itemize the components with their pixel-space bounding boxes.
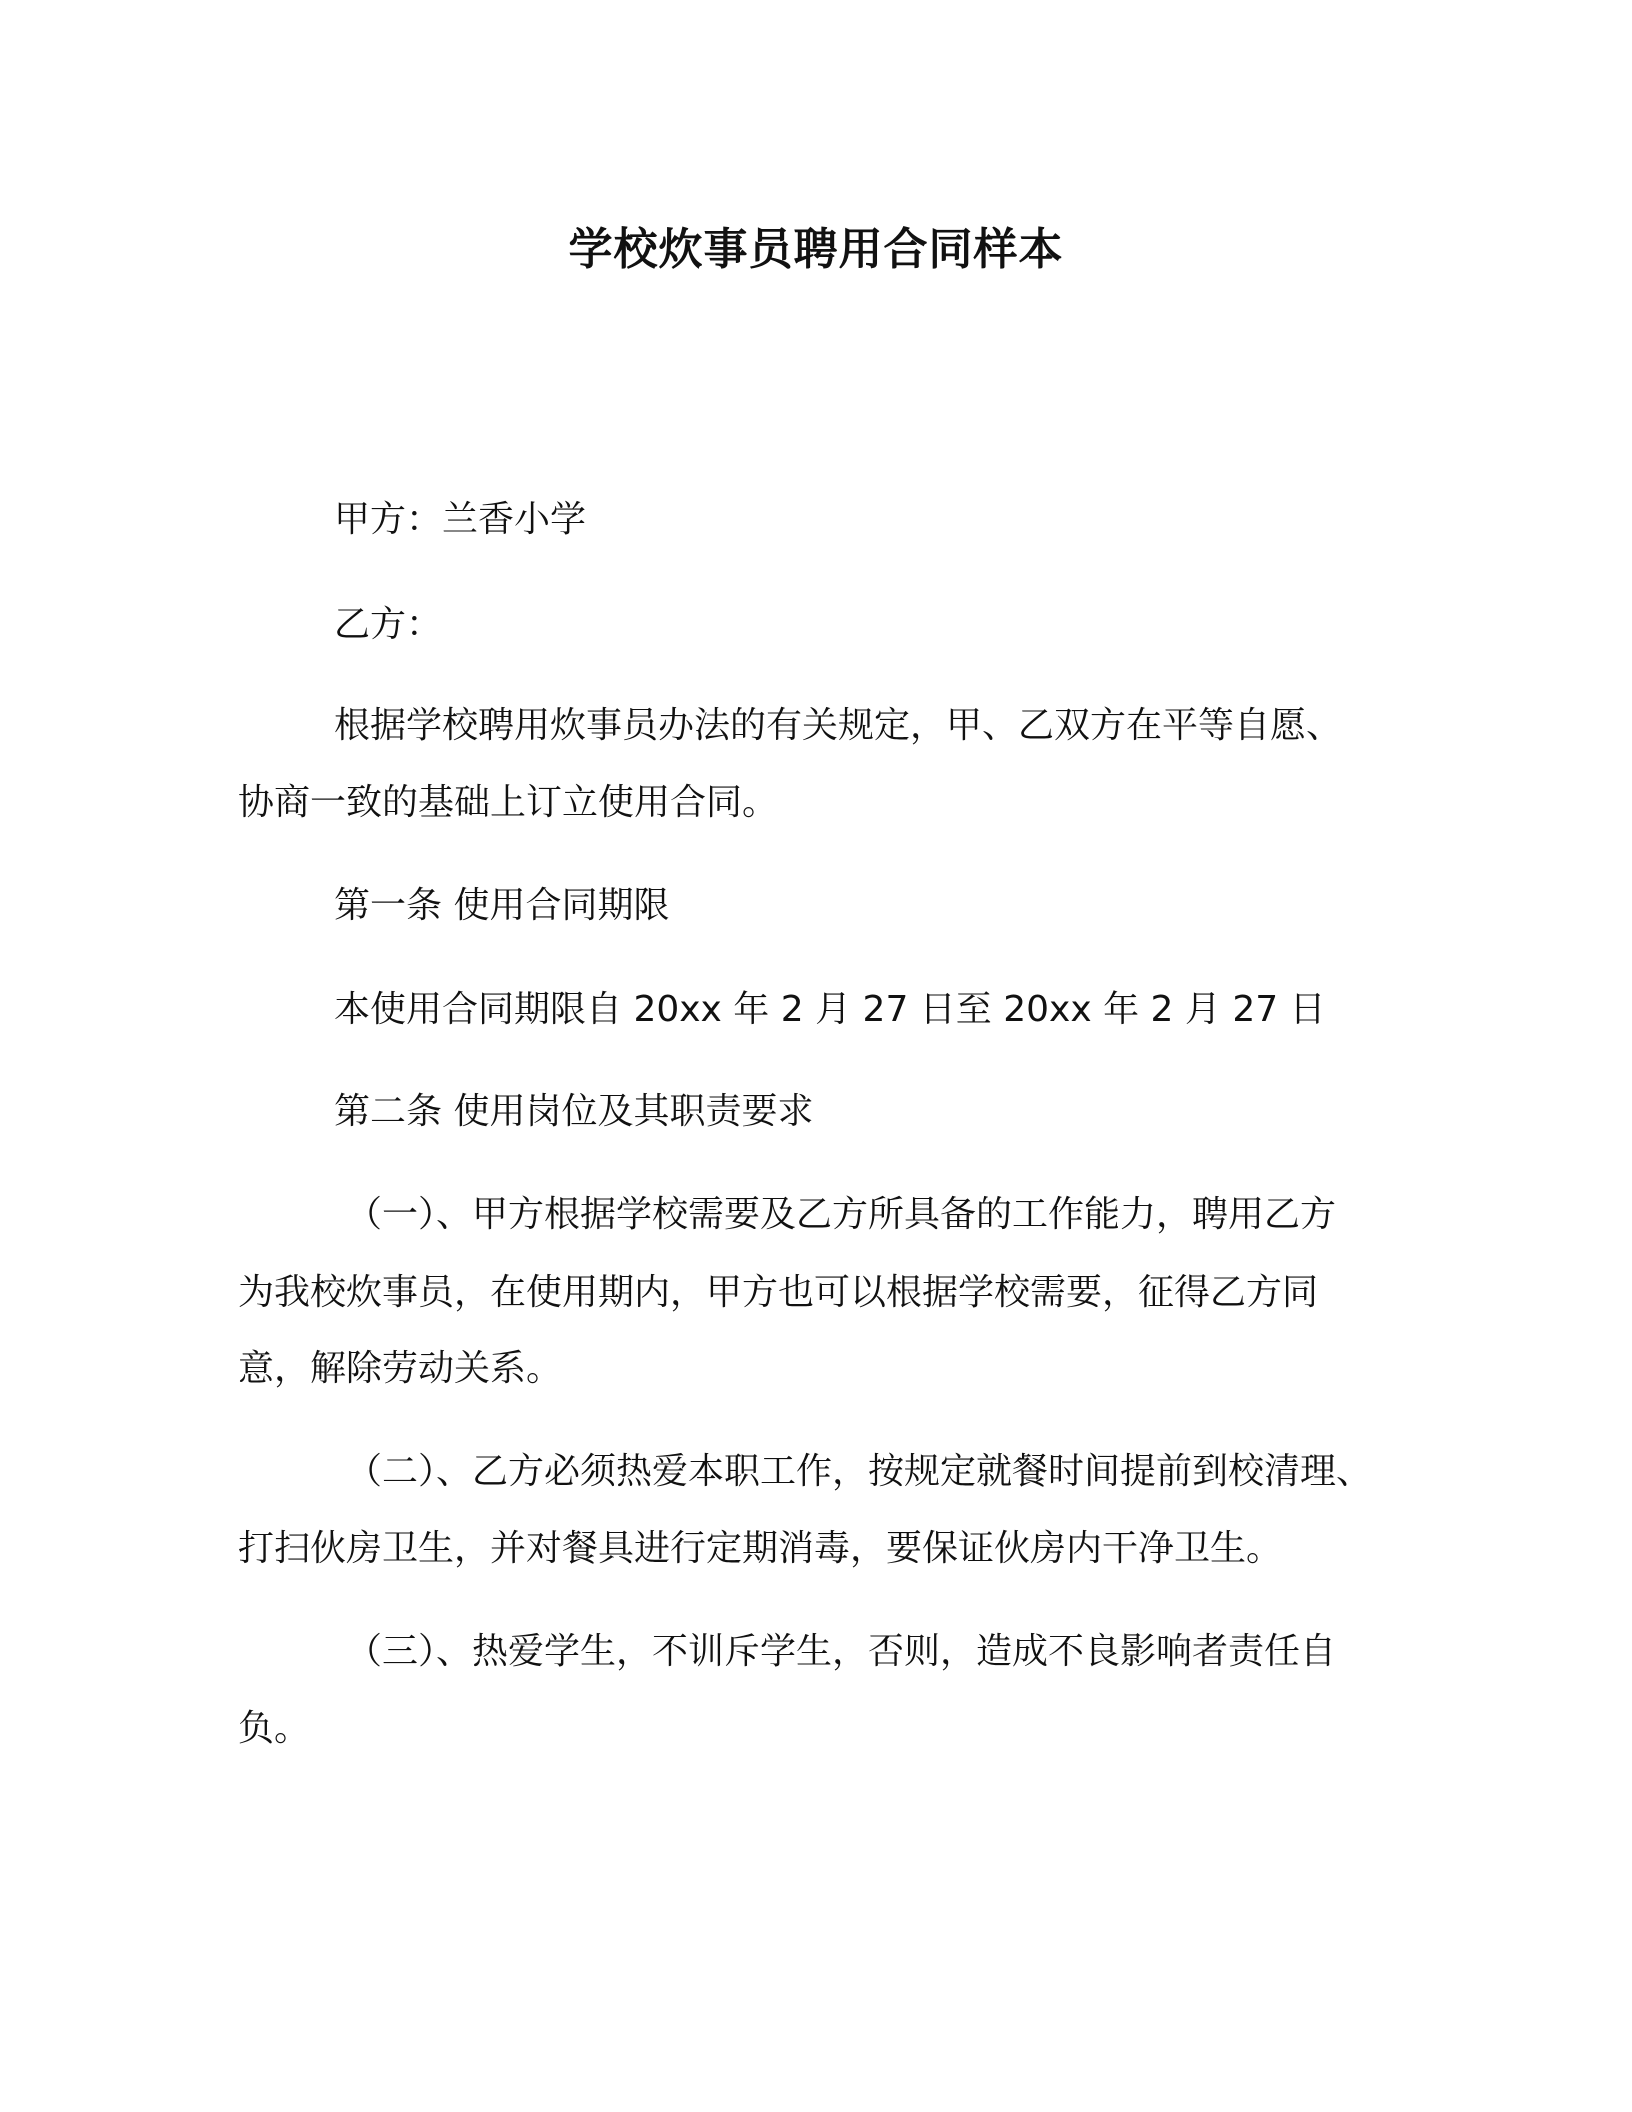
item2-text-2: 打扫伙房卫生，并对餐具进行定期消毒，要保证伙房内干净卫生。: [238, 1528, 1283, 1569]
item1-line-3: [238, 1329, 1398, 1409]
party-b-text: 乙方：: [334, 604, 443, 645]
party-a-text: 甲方：兰香小学: [334, 499, 587, 540]
article1-heading-text: 第一条 使用合同期限: [334, 885, 670, 926]
party-b-line: [238, 585, 1398, 665]
party-a-line: [238, 480, 1398, 560]
intro-text-1: 根据学校聘用炊事员办法的有关规定，甲、乙双方在平等自愿、: [334, 705, 1343, 746]
item1-text-3: 意，解除劳动关系。: [238, 1348, 563, 1389]
item1-line-2: [238, 1253, 1398, 1333]
item1-text-1: （一）、甲方根据学校需要及乙方所具备的工作能力，聘用乙方: [346, 1194, 1337, 1235]
item3-line-1: [238, 1612, 1398, 1692]
item1-line-1: [238, 1175, 1398, 1255]
item3-line-2: [238, 1689, 1398, 1769]
article1-text: 本使用合同期限自 20xx 年 2 月 27 日至 20xx 年 2 月 27 日: [334, 989, 1326, 1030]
document-title: 学校炊事员聘用合同样本: [568, 224, 1064, 275]
intro-line-1: [238, 686, 1398, 766]
item2-text-1: （二）、乙方必须热爱本职工作，按规定就餐时间提前到校清理、: [346, 1451, 1373, 1492]
item3-text-1: （三）、热爱学生，不训斥学生，否则，造成不良影响者责任自: [346, 1631, 1337, 1672]
article1-heading: [238, 866, 1398, 946]
item3-text-2: 负。: [238, 1708, 311, 1749]
item2-line-1: [238, 1432, 1398, 1512]
article1-text-line: [238, 970, 1398, 1050]
intro-line-2: [238, 763, 1398, 843]
item2-line-2: [238, 1509, 1398, 1589]
article2-heading-text: 第二条 使用岗位及其职责要求: [334, 1091, 814, 1132]
item1-text-2: 为我校炊事员，在使用期内，甲方也可以根据学校需要，征得乙方同: [238, 1272, 1319, 1313]
intro-text-2: 协商一致的基础上订立使用合同。: [238, 782, 779, 823]
article2-heading: [238, 1072, 1398, 1152]
